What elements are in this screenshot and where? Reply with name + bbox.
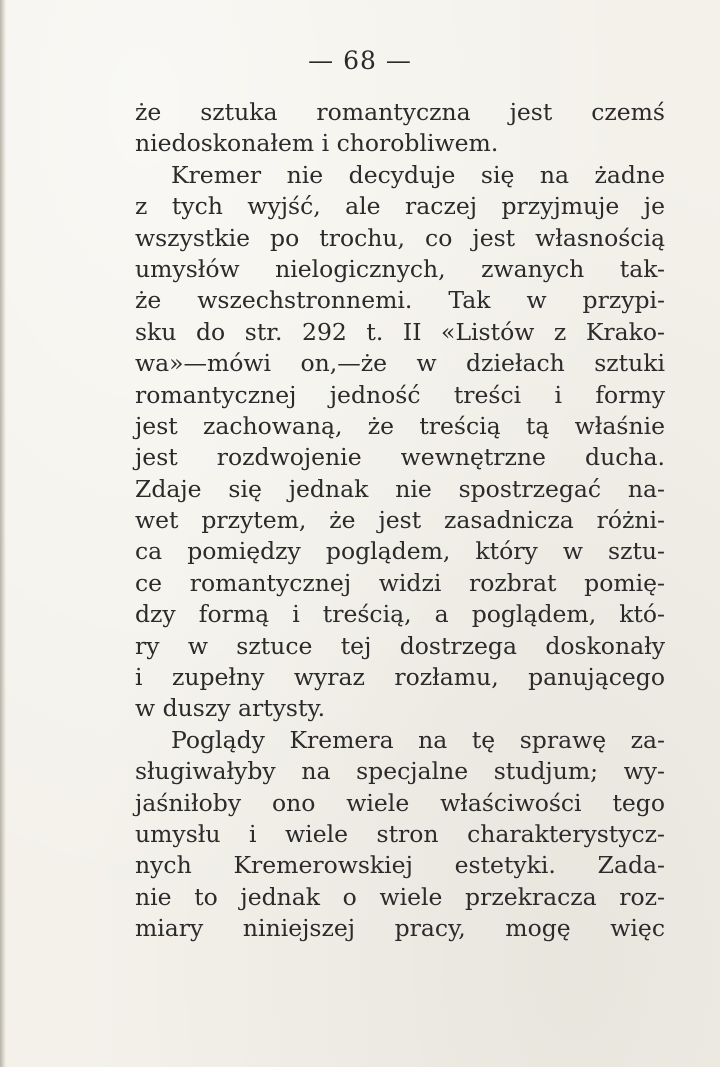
text-line: nych Kremerowskiej estetyki. Zada- (135, 851, 665, 880)
text-line: sku do str. 292 t. II «Listów z Krako- (135, 317, 665, 346)
text-line: jest rozdwojenie wewnętrzne ducha. (135, 443, 665, 472)
text-line: niedoskonałem i chorobliwem. (135, 129, 499, 158)
body-text (135, 97, 665, 945)
text-line: że wszechstronnemi. Tak w przypi- (135, 286, 665, 315)
text-line: ry w sztuce tej dostrzega doskonały (135, 631, 665, 660)
text-line: nie to jednak o wiele przekracza roz- (135, 882, 665, 911)
text-line: Kremer nie decyduje się na żadne (171, 160, 665, 189)
text-line: ca pomiędzy poglądem, który w sztu- (135, 537, 665, 566)
text-line: umysłów nielogicznych, zwanych tak- (135, 254, 665, 283)
page-number: — 68 — (308, 46, 412, 75)
text-line: i zupełny wyraz rozłamu, panującego (135, 663, 665, 692)
text-line: miary niniejszej pracy, mogę więc (135, 914, 665, 943)
text-line: że sztuka romantyczna jest czemś (135, 98, 665, 126)
text-line: z tych wyjść, ale raczej przyjmuje je (135, 192, 665, 221)
text-line: wet przytem, że jest zasadnicza różni- (135, 506, 665, 535)
text-line: romantycznej jedność treści i formy (135, 380, 665, 409)
text-line: dzy formą i treścią, a poglądem, któ- (135, 600, 665, 629)
text-line: Zdaje się jednak nie spostrzegać na- (135, 474, 665, 503)
text-line: jest zachowaną, że treścią tą właśnie (135, 411, 665, 440)
text-line: w duszy artysty. (135, 694, 326, 723)
page-edge-shadow (0, 0, 6, 1067)
text-line: ce romantycznej widzi rozbrat pomię- (135, 568, 665, 597)
text-line: Poglądy Kremera na tę sprawę za- (171, 725, 665, 754)
text-line: umysłu i wiele stron charakterystycz- (135, 819, 665, 848)
text-line: wa»—mówi on,—że w dziełach sztuki (135, 349, 665, 378)
text-line: jaśniłoby ono wiele właściwości tego (135, 788, 665, 817)
text-line: sługiwałyby na specjalne studjum; wy- (135, 757, 665, 786)
text-line: wszystkie po trochu, co jest własnością (135, 223, 665, 252)
